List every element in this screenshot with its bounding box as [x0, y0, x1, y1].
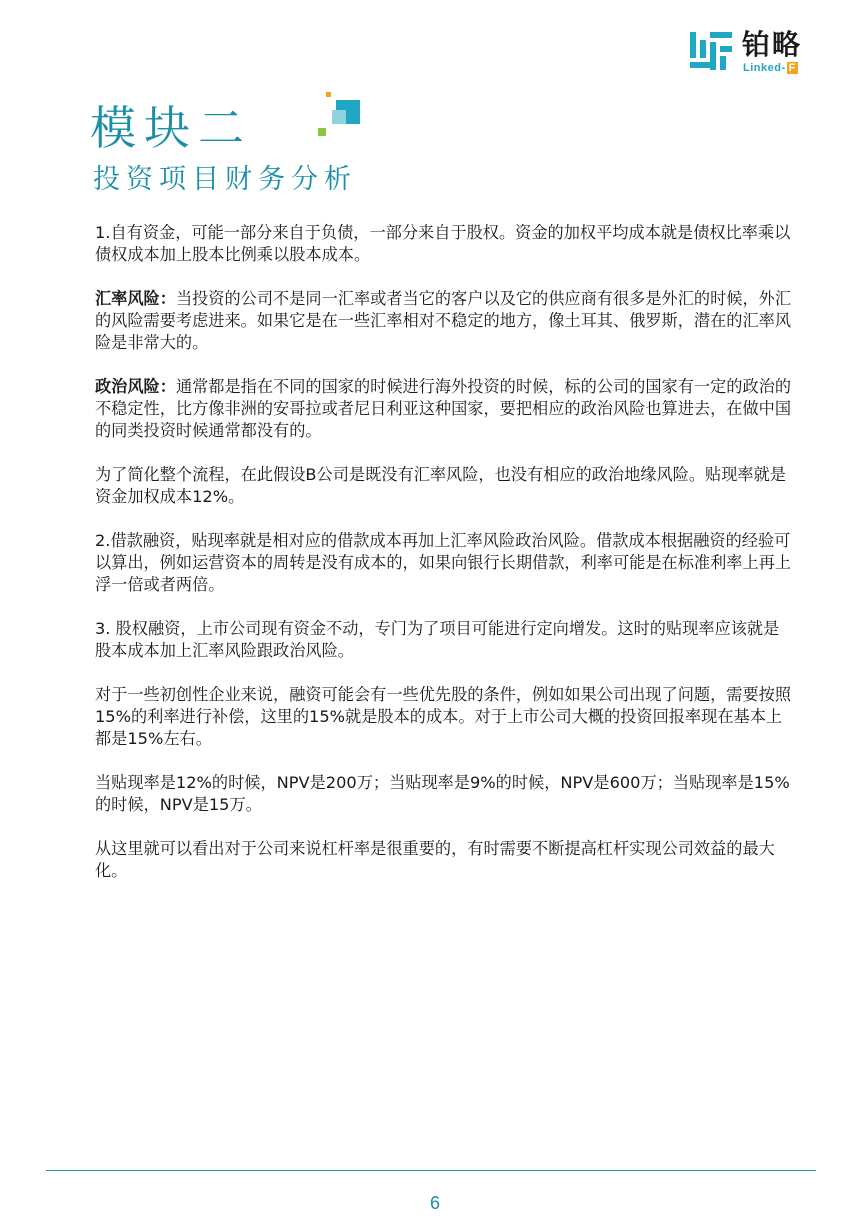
decorative-squares-icon: [318, 92, 368, 142]
paragraph: [95, 530, 795, 596]
paragraph: [95, 288, 795, 354]
paragraph-text: 通常都是指在不同的国家的时候进行海外投资的时候，标的公司的国家有一定的政治的不稳定性，比方像非洲的安哥拉或者尼日利亚这种国家，要把相应的政治风险也算进去，在做中国的同类投资时候通常都没有的。: [95, 377, 792, 440]
brand-logo: [690, 28, 820, 78]
paragraph: [95, 838, 795, 882]
paragraph-text: 对于一些初创性企业来说，融资可能会有一些优先股的条件，例如如果公司出现了问题，需要按照15%的利率进行补偿，这里的15%就是股本的成本。对于上市公司大概的投资回报率现在基本上都是15%左右。: [95, 685, 792, 748]
paragraph-text: 当贴现率是12%的时候，NPV是200万；当贴现率是9%的时候，NPV是600万；当贴现率是15%的时候，NPV是15万。: [95, 773, 790, 814]
logo-mark-icon: [690, 32, 734, 74]
paragraph: [95, 376, 795, 442]
paragraph-lead: 汇率风险：: [95, 289, 176, 308]
paragraph: [95, 222, 795, 266]
paragraph: [95, 772, 795, 816]
paragraph-text: 1.自有资金，可能一部分来自于负债，一部分来自于股权。资金的加权平均成本就是债权比率乘以债权成本加上股本比例乘以股本成本。: [95, 223, 791, 264]
paragraph-text: 3. 股权融资，上市公司现有资金不动，专门为了项目可能进行定向增发。这时的贴现率应该就是股本成本加上汇率风险跟政治风险。: [95, 619, 780, 660]
paragraph: [95, 684, 795, 750]
paragraph-text: 从这里就可以看出对于公司来说杠杆率是很重要的，有时需要不断提高杠杆实现公司效益的最大化。: [95, 839, 775, 880]
footer-divider: [46, 1170, 816, 1171]
logo-english-name: [743, 62, 798, 74]
document-body: [95, 222, 795, 904]
page-number: 6: [429, 1193, 440, 1213]
paragraph-text: 为了简化整个流程，在此假设B公司是既没有汇率风险，也没有相应的政治地缘风险。贴现率就是资金加权成本12%。: [95, 465, 786, 506]
paragraph: [95, 618, 795, 662]
paragraph-lead: 政治风险：: [95, 377, 176, 396]
module-title: 模块二: [90, 101, 252, 155]
paragraph-text: 当投资的公司不是同一汇率或者当它的客户以及它的供应商有很多是外汇的时候，外汇的风险需要考虑进来。如果它是在一些汇率相对不稳定的地方，像土耳其、俄罗斯，潜在的汇率风险是非常大的。: [95, 289, 792, 352]
logo-chinese-name: 铂略: [742, 28, 803, 61]
paragraph-text: 2.借款融资，贴现率就是相对应的借款成本再加上汇率风险政治风险。借款成本根据融资的经验可以算出，例如运营资本的周转是没有成本的，如果向银行长期借款，利率可能是在标准利率上再上浮一倍或者两倍。: [95, 531, 792, 594]
logo-english-text: Linked-: [743, 62, 786, 74]
paragraph: [95, 464, 795, 508]
module-subtitle: 投资项目财务分析: [93, 164, 357, 195]
logo-f-badge: F: [788, 62, 796, 74]
